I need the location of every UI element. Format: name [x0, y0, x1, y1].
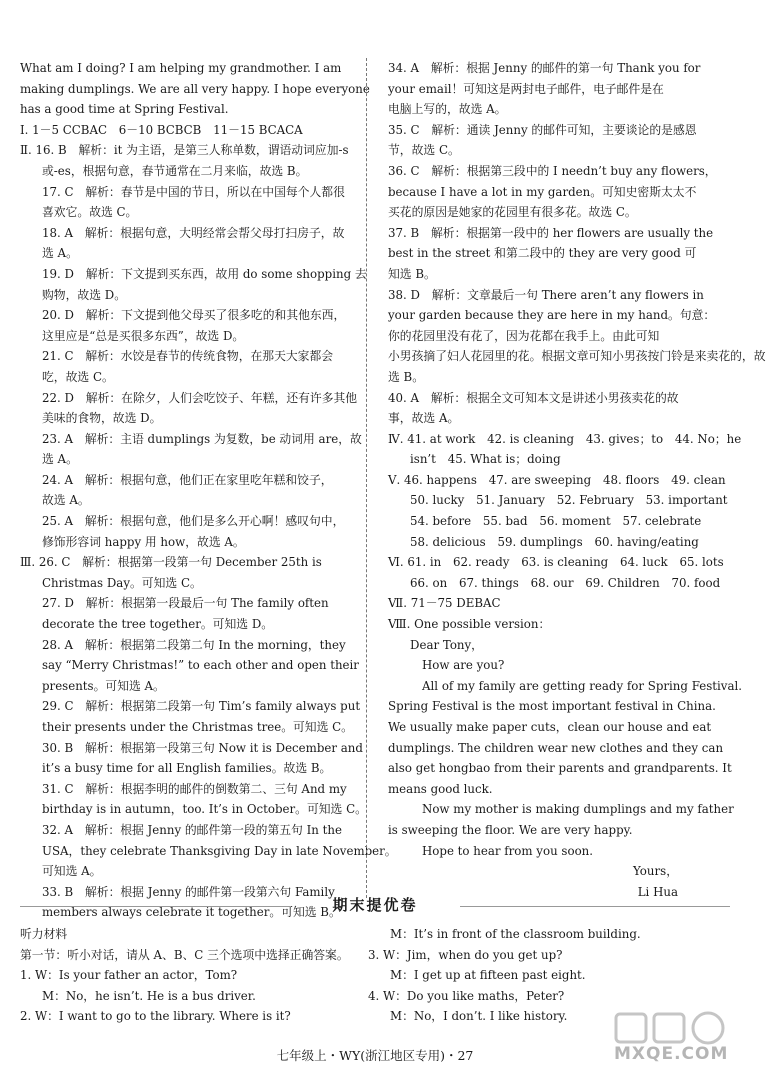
text-line: 24. A 解析：根据句意，他们正在家里吃年糕和饺子， [42, 472, 333, 487]
text-line: 21. C 解析：水饺是春节的传统食物，在那天大家都会 [42, 349, 334, 364]
text-line: Ⅴ. 46. happens 47. are sweeping 48. floors 49. clean [388, 472, 726, 487]
text-line: We usually make paper cuts，clean our house and eat [388, 720, 712, 734]
text-line: your garden because they are here in my hand。句意： [388, 308, 716, 323]
text-line: 节，故选 C。 [388, 143, 460, 158]
text-line: say “Merry Christmas!” to each other and open their [42, 658, 359, 673]
text-line: 故选 A。 [42, 493, 90, 508]
text-line: Ⅲ. 26. C 解析：根据第一段第一句 December 25th is [20, 555, 322, 570]
text-line: dumplings. The children wear new clothes and they can [388, 740, 724, 755]
text-line: How are you? [422, 658, 505, 673]
text-line: 选 B。 [388, 369, 425, 384]
right-column [388, 58, 766, 902]
text-line: Ⅵ. 61. in 62. ready 63. is cleaning 64. luck 65. lots [388, 555, 724, 570]
text-line: it’s a busy time for all English families。故选 B。 [42, 761, 332, 776]
text-line: 38. D 解析：文章最后一句 There aren’t any flowers in [388, 287, 704, 302]
text-line: All of my family are getting ready for Spring Festival. [422, 678, 743, 693]
text-line: 电脑上写的，故选 A。 [388, 102, 507, 117]
text-line: 32. A 解析：根据 Jenny 的邮件第一段的第五句 In the [42, 822, 342, 837]
text-line: 17. C 解析：春节是中国的节日，所以在中国每个人都很 [42, 184, 345, 199]
text-line: 30. B 解析：根据第一段第三句 Now it is December and [42, 740, 363, 755]
text-line: isn’t 45. What is；doing [410, 452, 561, 467]
text-line: 33. B 解析：根据 Jenny 的邮件第一段第六句 Family [42, 884, 335, 899]
text-line: Now my mother is making dumplings and my father [422, 802, 734, 817]
text-line: means good luck. [388, 781, 493, 796]
text-line: presents。可知选 A。 [42, 678, 165, 693]
text-line: 19. D 解析：下文提到买东西，故用 do some shopping 去 [42, 266, 367, 281]
text-line: because I have a lot in my garden。可知史密斯太太不 [388, 184, 697, 199]
text-line: also get hongbao from their parents and grandparents. It [388, 761, 732, 776]
text-line: 修饰形容词 happy 用 how，故选 A。 [42, 534, 245, 549]
text-line: 选 A。 [42, 452, 78, 467]
text-line: 31. C 解析：根据李明的邮件的倒数第二、三句 And my [42, 781, 347, 796]
text-line: 28. A 解析：根据第二段第二句 In the morning，they [42, 637, 346, 652]
text-line: 这里应是“总是买很多东西”，故选 D。 [42, 328, 245, 343]
listening-left-column [20, 924, 350, 1027]
text-line: birthday is in autumn，too. It’s in October。可知选 C。 [42, 802, 367, 817]
text-line: 买花的原因是她家的花园里有很多花。故选 C。 [388, 205, 637, 220]
text-line: 37. B 解析：根据第一段中的 her flowers are usually the [388, 225, 714, 240]
text-line: 美味的食物，故选 D。 [42, 411, 162, 426]
text-line: 25. A 解析：根据句意，他们是多么开心啊！感叹句中， [42, 514, 345, 529]
page-footer: 七年级上・WY(浙江地区专用)・27 [276, 1048, 474, 1063]
text-line: Yours， [633, 864, 678, 879]
text-line: 66. on 67. things 68. our 69. Children 70. food [410, 575, 721, 590]
text-line: 吃，故选 C。 [42, 369, 114, 384]
text-line: USA，they celebrate Thanksgiving Day in late November。 [42, 843, 397, 858]
text-line: 小男孩摘了妇人花园里的花。根据文章可知小男孩按门铃是来卖花的，故 [388, 349, 766, 364]
text-line: 36. C 解析：根据第三段中的 I needn’t buy any flowers， [388, 163, 717, 178]
listening-line: 第一节：听小对话，请从 A、B、C 三个选项中选择正确答案。 [20, 947, 349, 962]
text-line: 18. A 解析：根据句意，大明经常会帮父母打扫房子，故 [42, 225, 345, 240]
text-line: 34. A 解析：根据 Jenny 的邮件的第一句 Thank you for [388, 61, 701, 75]
text-line: 54. before 55. bad 56. moment 57. celebrate [410, 514, 702, 529]
section-rule-right [460, 906, 730, 907]
text-line: 27. D 解析：根据第一段最后一句 The family often [42, 596, 329, 611]
text-line: their presents under the Christmas tree。可知选 C。 [42, 720, 353, 734]
text-line: members always celebrate it together。可知选 B。 [42, 905, 341, 920]
text-line: Christmas Day。可知选 C。 [42, 575, 202, 590]
text-line: 58. delicious 59. dumplings 60. having/eating [410, 534, 699, 549]
listening-line: M：No，he isn’t. He is a bus driver. [42, 988, 256, 1003]
text-line: 购物，故选 D。 [42, 287, 126, 302]
text-line: Ⅰ. 1－5 CCBAC 6－10 BCBCB 11－15 BCACA [20, 122, 303, 137]
text-line: 选 A。 [42, 246, 78, 261]
listening-line: M：I get up at fifteen past eight. [390, 968, 586, 983]
watermark-text: MXQE.COM [614, 1044, 729, 1064]
text-line: is sweeping the floor. We are very happy. [388, 822, 633, 837]
text-line: 喜欢它。故选 C。 [42, 205, 138, 220]
text-line: decorate the tree together。可知选 D。 [42, 617, 274, 632]
text-line: Ⅶ. 71－75 DEBAC [388, 596, 501, 611]
text-line: making dumplings. We are all very happy. I hope everyone [20, 81, 370, 96]
text-line: Ⅱ. 16. B 解析：it 为主语，是第三人称单数，谓语动词应加-s [20, 143, 349, 158]
text-line: Dear Tony， [410, 637, 483, 652]
text-line: Hope to hear from you soon. [422, 843, 594, 858]
column-divider [366, 58, 367, 898]
section-title: 期末提优卷 [332, 896, 418, 914]
text-line: Li Hua [637, 884, 678, 899]
listening-line: 4. W：Do you like maths，Peter? [368, 988, 565, 1003]
text-line: your email！可知这是两封电子邮件，电子邮件是在 [388, 81, 664, 96]
text-line: 29. C 解析：根据第二段第一句 Tim’s family always put [42, 699, 361, 714]
text-line: 23. A 解析：主语 dumplings 为复数，be 动词用 are，故 [42, 431, 362, 446]
listening-line: M：No，I don’t. I like history. [390, 1009, 568, 1024]
text-line: Ⅷ. One possible version： [388, 617, 551, 632]
text-line: Ⅳ. 41. at work 42. is cleaning 43. gives；to 44. No；he [388, 431, 742, 446]
text-line: has a good time at Spring Festival. [20, 102, 229, 117]
text-line: 知选 B。 [388, 266, 436, 281]
listening-line: 听力材料 [20, 927, 68, 941]
listening-line: M：It’s in front of the classroom building. [390, 927, 641, 941]
text-line: 或-es，根据句意，春节通常在二月来临，故选 B。 [42, 163, 308, 178]
text-line: 35. C 解析：通读 Jenny 的邮件可知，主要谈论的是感恩 [388, 122, 697, 137]
text-line: 可知选 A。 [42, 864, 102, 879]
text-line: best in the street 和第二段中的 they are very good 可 [388, 246, 697, 261]
text-line: 22. D 解析：在除夕，人们会吃饺子、年糕，还有许多其他 [42, 390, 358, 405]
section-header [0, 888, 750, 918]
text-line: 50. lucky 51. January 52. February 53. important [410, 493, 728, 508]
text-line: 事，故选 A。 [388, 411, 460, 426]
text-line: What am I doing? I am helping my grandmother. I am [20, 61, 342, 75]
listening-line: 3. W：Jim，when do you get up? [368, 947, 563, 962]
text-line: Spring Festival is the most important festival in China. [388, 699, 716, 714]
text-line: 20. D 解析：下文提到他父母买了很多吃的和其他东西， [42, 308, 346, 323]
listening-line: 1. W：Is your father an actor，Tom? [20, 968, 238, 983]
text-line: 你的花园里没有花了，因为花都在我手上。由此可知 [388, 328, 660, 343]
text-line: 40. A 解析：根据全文可知本文是讲述小男孩卖花的故 [388, 390, 679, 405]
listening-line: 2. W：I want to go to the library. Where is it? [20, 1009, 291, 1024]
